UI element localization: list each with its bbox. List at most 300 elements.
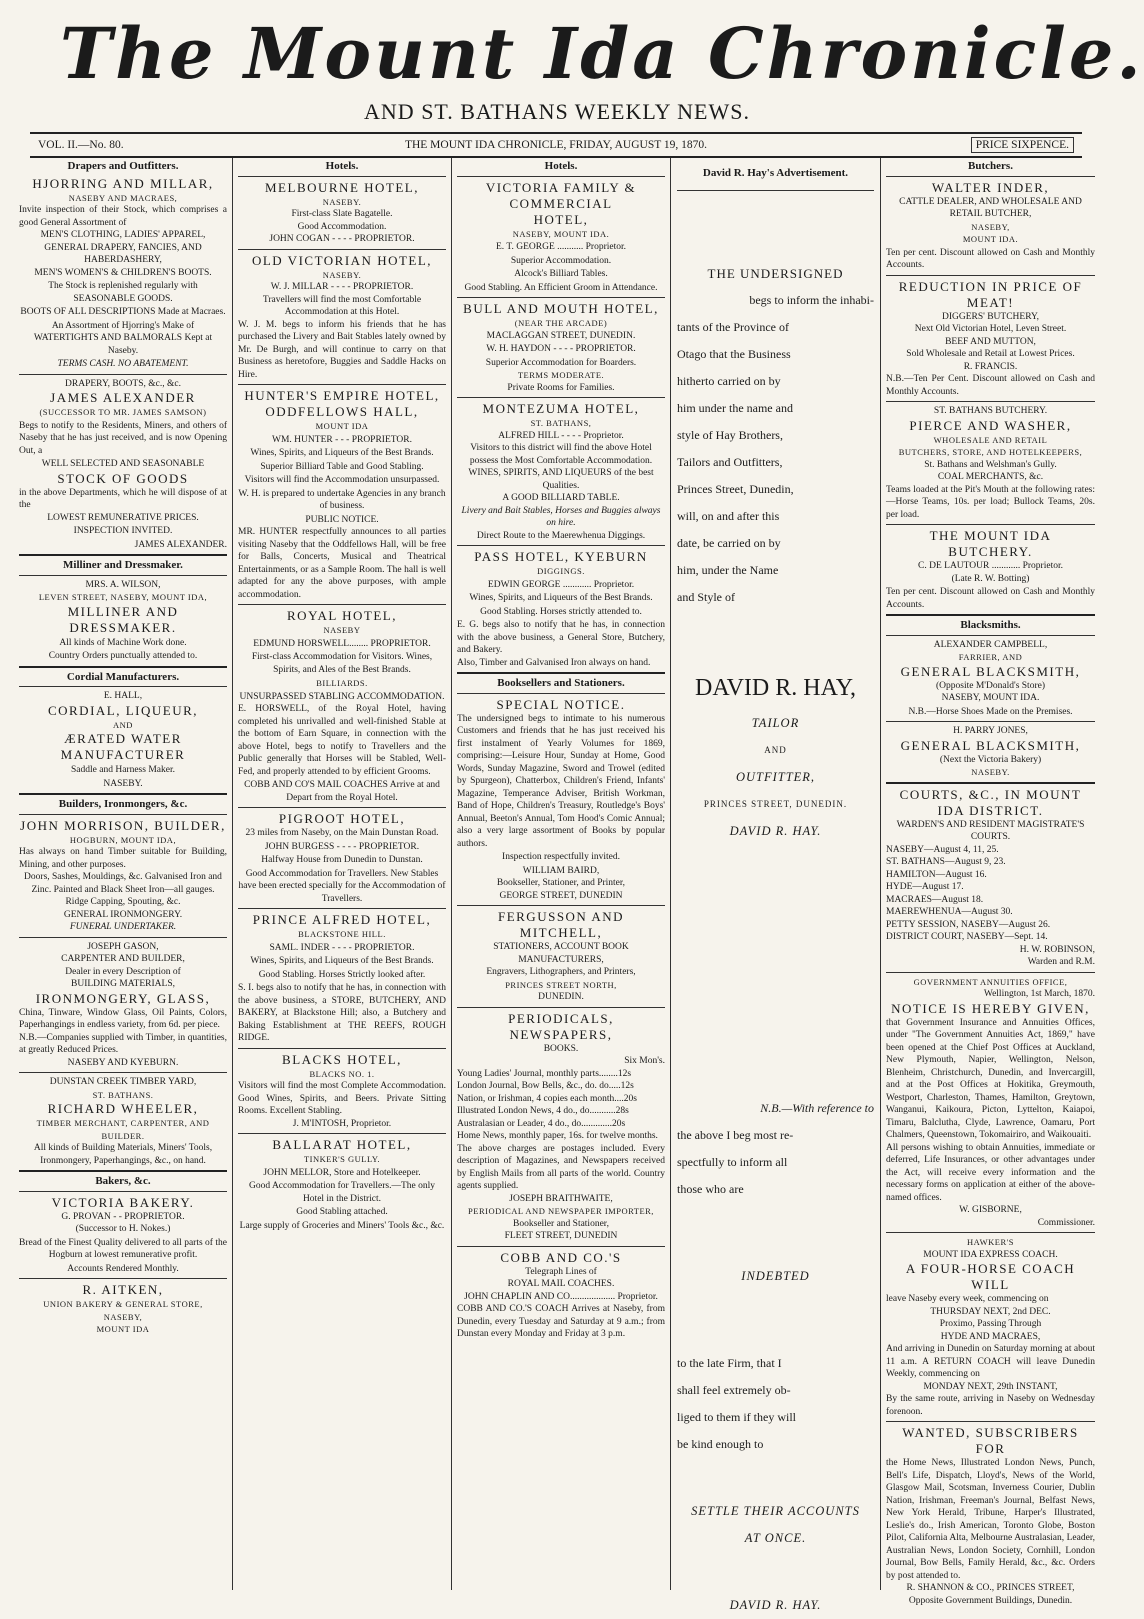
price-row: Young Ladies' Journal, monthly parts........12s: [457, 1068, 632, 1079]
advert-text: Bookseller, Stationer, and Printer,: [496, 878, 626, 888]
advert-title: ODDFELLOWS HALL,: [265, 404, 419, 419]
advert-text: E. T. GEORGE ........... Proprietor.: [496, 242, 626, 252]
section-heading: Hotels.: [544, 160, 578, 172]
advert-text: Visitors to this district will find the above Hotel possess the Most Comfortable Accommodation. WINES, SPIRITS, AND LIQUEURS of the best Qualities.: [468, 443, 654, 491]
advert-subtitle: UNION BAKERY & GENERAL STORE,: [43, 1299, 203, 1309]
advert-text: W. H. is prepared to undertake Agencies in any branch of business.: [238, 488, 446, 511]
advert-text: AND: [764, 745, 787, 755]
advert-text: Inspection respectfully invited.: [502, 852, 620, 862]
advert-bull-and-mouth-hotel: [457, 301, 665, 394]
advert-text: STATIONERS, ACCOUNT BOOK MANUFACTURERS,: [493, 942, 629, 965]
advert-text: Otago that the Business: [677, 347, 791, 361]
court-date-row: HYDE—August 17.: [886, 882, 964, 892]
advert-text: LOWEST REMUNERATIVE PRICES.: [47, 512, 199, 523]
advert-text: NASEBY,: [103, 1311, 143, 1322]
advert-title: JOHN MORRISON, BUILDER,: [20, 817, 226, 833]
advert-text: Also, Timber and Galvanised Iron always on hand.: [457, 657, 651, 668]
advert-text: Sold Wholesale and Retail at Lowest Prices.: [906, 349, 1075, 359]
advert-text: MACLAGGAN STREET, DUNEDIN.: [486, 330, 636, 341]
advert-text: PERIODICAL AND NEWSPAPER IMPORTER,: [468, 1206, 654, 1216]
advert-text: DIGGERS' BUTCHERY,: [941, 311, 1040, 322]
advert-text: hitherto carried on by: [677, 374, 781, 388]
advert-title: MILLINER AND DRESSMAKER.: [67, 603, 179, 635]
advert-text: PRINCES STREET, DUNEDIN.: [703, 799, 848, 809]
advert-title: PASS HOTEL, KYEBURN: [474, 549, 648, 564]
advert-text: N.B.—Horse Shoes Made on the Premises.: [908, 706, 1073, 717]
advert-title: A FOUR-HORSE COACH WILL: [905, 1261, 1076, 1292]
newspaper-title: The Mount Ida Chronicle.: [60, 12, 1144, 95]
advert-text: ROYAL MAIL COACHES.: [507, 1279, 615, 1289]
advert-title: COBB AND CO.'S: [500, 1249, 622, 1265]
column-2: [233, 158, 452, 1590]
advert-title: THE UNDERSIGNED: [707, 266, 844, 281]
advert-text: WARDEN'S AND RESIDENT MAGISTRATE'S COURTS.: [896, 819, 1085, 842]
advert-text: FUNERAL UNDERTAKER.: [69, 922, 177, 932]
advert-title: NOTICE IS HEREBY GIVEN,: [891, 1000, 1090, 1016]
court-date-row: NASEBY—August 4, 11, 25.: [886, 844, 999, 855]
advert-text: First-class Accommodation for Visitors. Wines, Spirits, and Ales of the Best Brands.: [251, 652, 433, 675]
advert-text: Telegraph Lines of: [525, 1266, 597, 1277]
advert-text: ALFRED HILL - - - - Proprietor.: [498, 430, 624, 441]
advert-heading: PUBLIC NOTICE.: [305, 514, 379, 525]
advert-text: First-class Slate Bagatelle.: [291, 209, 393, 219]
advert-william-baird: [457, 697, 665, 903]
advert-h-parry-jones: [886, 725, 1095, 779]
advert-victoria-family-hotel: [457, 180, 665, 295]
advert-text: Wines, Spirits, and Liqueurs of the Best Brands.: [250, 448, 434, 458]
advert-text: Ten per cent. Discount allowed on Cash and Monthly Accounts.: [886, 247, 1095, 270]
advert-text: spectfully to inform all: [677, 1155, 788, 1169]
advert-montezuma-hotel: [457, 401, 665, 542]
advert-text: leave Naseby every week, commencing on: [886, 1294, 1049, 1304]
advert-text: that Government Insurance and Annuities Offices, under "The Government Annuities Act, 1869," have been opened at the Chief Post Offices at Auckland, New Plymouth, Napier, Wellington, Nelson, Blenheim, Christchurch, Dunedin, and Invercargill, and at the Post Offices at Hokitika, Greymouth, Westport, Charleston, Thames, Hamilton, Greytown, Wanganui, Kaikoura, Picton, Lyttelton, Kaiapoi, Timaru, Balclutha, Clyde, Lawrence, Oamaru, Port Chalmers, Queenstown, Tokomairiro, and Waikouaiti.: [886, 1017, 1095, 1140]
advert-text: FLEET STREET, DUNEDIN: [504, 1231, 618, 1241]
advert-text: Proximo, Passing Through: [939, 1319, 1042, 1329]
advert-text: A GOOD BILLIARD TABLE.: [502, 493, 620, 503]
advert-text: JOHN COGAN - - - - PROPRIETOR.: [269, 234, 415, 244]
advert-text: him under the name and: [677, 401, 793, 415]
advert-subtitle: BOOKS.: [543, 1043, 579, 1054]
advert-text: (Successor to H. Nokes.): [75, 1224, 171, 1234]
advert-text: E. G. begs also to notify that he has, in connection with the above business, a General Store, Butchery, and Bakery.: [457, 620, 665, 655]
advert-text: R. SHANNON & CO., PRINCES STREET,: [906, 1583, 1075, 1593]
section-heading: Drapers and Outfitters.: [67, 160, 179, 172]
advert-subtitle: (SUCCESSOR TO MR. JAMES SAMSON): [39, 407, 207, 417]
advert-text: Teams loaded at the Pit's Mouth at the following rates:—Horse Teams, 10s. per load; Bullock Teams, 20s. per load.: [886, 484, 1095, 520]
advert-periodicals: [457, 1011, 665, 1243]
newspaper-subtitle: AND ST. BATHANS WEEKLY NEWS.: [364, 99, 750, 124]
advert-text: All kinds of Machine Work done.: [59, 637, 187, 648]
advert-text: and Style of: [677, 590, 735, 604]
advert-title: CORDIAL, LIQUEUR,: [47, 702, 199, 718]
advert-signature: WILLIAM BAIRD,: [522, 865, 600, 876]
advert-text: The undersigned begs to intimate to his numerous Customers and friends that he has just received his first instalment of Yearly Volumes for 1869, comprising:—Leisure Hour, Sunday at Home, Good Words, Sunday Magazine, Sword and Trowel (edited by Spurgeon), Chatterbox, Children's Friend, Infants' Magazine, Temperance Adviser, British Workman, Band of Hope, Children's Treasury, Routledge's Boys' Annual, Beeton's Annual, Tom Hood's Comic Annual; also a very large assortment of Books by popular authors.: [457, 713, 665, 849]
court-date-row: DISTRICT COURT, NASEBY—Sept. 14.: [886, 932, 1048, 942]
advert-text: Engravers, Lithographers, and Printers,: [486, 967, 636, 977]
advert-john-morrison: [19, 818, 227, 934]
price-row: Australasian or Leader, 4 do., do.............20s: [457, 1118, 626, 1129]
advert-text: STOCK OF GOODS: [57, 470, 189, 486]
advert-title: IRONMONGERY, GLASS,: [35, 990, 211, 1006]
advert-heading: DUNSTAN CREEK TIMBER YARD,: [49, 1077, 197, 1087]
advert-text: NASEBY.: [971, 767, 1010, 777]
advert-text: tants of the Province of: [677, 320, 789, 334]
advert-text: W. J. M. begs to inform his friends that he has purchased the Livery and Bait Stables lately owned by Mr. De Burgh, and will continue to carry on that Business as heretofore, Buggies and Saddle Hacks on Hire.: [238, 319, 446, 380]
advert-subtitle: (NEAR THE ARCADE): [514, 318, 608, 328]
advert-subtitle: TINKER'S GULLY.: [303, 1154, 381, 1164]
advert-subtitle: DIGGINGS.: [537, 566, 585, 576]
advert-hjorring-millar: [19, 176, 227, 371]
section-heading: Builders, Ironmongers, &c.: [58, 798, 188, 810]
advert-title: REDUCTION IN PRICE OF MEAT!: [898, 278, 1083, 310]
advert-subtitle: NASEBY.: [322, 269, 362, 280]
advert-text: shall feel extremely ob-: [677, 1383, 791, 1397]
advert-text: Superior Accommodation.: [510, 255, 612, 266]
advert-text: Invite inspection of their Stock, which comprises a good General Assortment of: [19, 205, 227, 228]
advert-text: Saddle and Harness Maker.: [71, 765, 175, 775]
advert-title: PIGROOT HOTEL,: [278, 811, 406, 826]
advert-text: E. HALL,: [103, 691, 143, 701]
advert-text: JOHN MELLOR, Store and Hotelkeeper.: [263, 1167, 421, 1178]
advert-title: HUNTER'S EMPIRE HOTEL,: [244, 388, 440, 403]
advert-text: will, on and after this: [677, 509, 780, 523]
advert-text: Travellers will find the most Comfortable Accommodation at this Hotel.: [262, 294, 422, 317]
advert-signature: JOSEPH BRAITHWAITE,: [509, 1193, 613, 1204]
advert-title: SPECIAL NOTICE.: [496, 696, 626, 712]
advert-text: Good Accommodation for Travellers.—The only Hotel in the District.: [248, 1181, 435, 1204]
advert-mrs-wilson: [19, 579, 227, 663]
section-heading: Booksellers and Stationers.: [497, 677, 625, 689]
advert-mount-ida-butchery: [886, 528, 1095, 611]
advert-text: Bread of the Finest Quality delivered to all parts of the Hogburn at lowest remunerative profit.: [19, 1237, 227, 1260]
advert-royal-hotel: [238, 608, 446, 804]
advert-title: PERIODICALS, NEWSPAPERS,: [508, 1010, 614, 1042]
advert-text: him, under the Name: [677, 563, 779, 577]
advert-text: (Next the Victoria Bakery): [939, 754, 1042, 765]
advert-text: Six Mon's.: [624, 1056, 665, 1066]
advert-hunters-empire-hotel: [238, 388, 446, 601]
advert-alexander-campbell: [886, 639, 1095, 719]
advert-text: BUILDING MATERIALS,: [71, 979, 175, 989]
court-date-row: HAMILTON—August 16.: [886, 869, 987, 880]
advert-signature: DAVID R. HAY.: [729, 824, 822, 838]
advert-james-alexander: [19, 378, 227, 552]
advert-text: Superior Billiard Table and Good Stabling.: [260, 461, 424, 472]
advert-title: COURTS, &C., IN MOUNT IDA DISTRICT.: [899, 786, 1082, 818]
advert-text: be kind enough to: [677, 1437, 764, 1451]
advert-text: liged to them if they will: [677, 1410, 796, 1424]
advert-text: H. PARRY JONES,: [953, 726, 1028, 736]
advert-text: NASEBY.: [103, 778, 143, 789]
advert-subtitle: ST. BATHANS,: [530, 418, 592, 428]
advert-subtitle: NASEBY.: [322, 196, 362, 207]
advert-title: BALLARAT HOTEL,: [272, 1137, 412, 1152]
column-3: [452, 158, 671, 1590]
advert-text: Direct Route to the Maerewhenua Diggings.: [476, 530, 646, 541]
advert-text: DUNEDIN.: [538, 992, 584, 1002]
advert-title: GENERAL BLACKSMITH,: [900, 663, 1081, 679]
column-4: [671, 158, 881, 1612]
advert-text: COAL MERCHANTS, &c.: [937, 472, 1044, 482]
advert-text: BEEF AND MUTTON,: [945, 336, 1036, 347]
advert-subtitle: NASEBY AND MACRAES,: [68, 192, 178, 203]
advert-title: ROYAL HOTEL,: [287, 608, 397, 623]
price-row: Home News, monthly paper, 16s. for twelve months.: [457, 1131, 658, 1141]
advert-title: OLD VICTORIAN HOTEL,: [251, 252, 433, 268]
advert-title: VICTORIA BAKERY.: [51, 1194, 195, 1210]
advert-text: MOUNT IDA EXPRESS COACH.: [923, 1249, 1058, 1260]
advert-subtitle: LEVEN STREET, NASEBY, MOUNT IDA,: [38, 592, 208, 602]
advert-title: MELBOURNE HOTEL,: [265, 179, 419, 195]
advert-text: WELL SELECTED AND SEASONABLE: [41, 459, 205, 469]
advert-title: GENERAL BLACKSMITH,: [900, 737, 1081, 753]
advert-text: INDEBTED: [741, 1269, 810, 1283]
advert-text: TERMS CASH. NO ABATEMENT.: [57, 359, 189, 369]
court-date-row: MACRAES—August 18.: [886, 894, 984, 905]
advert-text: OUTFITTER,: [735, 770, 816, 784]
court-date-row: PETTY SESSION, NASEBY—August 26.: [886, 919, 1051, 930]
advert-text: HYDE AND MACRAES,: [940, 1331, 1041, 1342]
advert-text: TERMS MODERATE.: [517, 370, 605, 380]
advert-text: Visitors will find the Accommodation unsurpassed.: [244, 475, 440, 485]
section-heading: David R. Hay's Advertisement.: [702, 167, 849, 179]
advert-text: in the above Departments, which he will dispose of at the: [19, 487, 227, 510]
advert-text: JOHN BURGESS - - - - PROPRIETOR.: [264, 841, 420, 852]
advert-text: style of Hay Brothers,: [677, 428, 783, 442]
advert-text: Country Orders punctually attended to.: [48, 651, 198, 661]
advert-title: RICHARD WHEELER,: [47, 1101, 199, 1116]
advert-subtitle: HOGBURN, MOUNT IDA,: [69, 834, 177, 845]
advert-text: CARPENTER AND BUILDER,: [61, 954, 185, 964]
advert-text: begs to inform the inhabi-: [749, 293, 874, 307]
advert-title: PRINCE ALFRED HOTEL,: [252, 912, 432, 927]
advert-title: VICTORIA FAMILY & COMMERCIAL: [485, 179, 637, 211]
advert-title: JAMES ALEXANDER: [50, 390, 196, 405]
advert-text: Halfway House from Dunedin to Dunstan.: [261, 855, 423, 865]
advert-text: date, be carried on by: [677, 536, 781, 550]
advert-wanted-subscribers: [886, 1425, 1095, 1607]
advert-cobb-and-co: [457, 1250, 665, 1341]
advert-text: COBB AND CO.'S COACH Arrives at Naseby, from Dunedin, every Tuesday and Saturday at 9 a.m.; from Dunstan every Monday and Friday at 3 p.m.: [457, 1304, 665, 1339]
advert-text: WHOLESALE AND RETAIL: [933, 434, 1048, 445]
advert-subtitle: TIMBER MERCHANT, CARPENTER, AND BUILDER.: [36, 1118, 210, 1141]
advert-text: Begs to notify to the Residents, Miners, and others of Naseby that he has just received, and is now Opening Out, a: [19, 420, 227, 456]
advert-text: Good Accommodation for Travellers. New Stables have been erected specially for the Accommodation of Travellers.: [238, 868, 446, 904]
price-row: Nation, or Irishman, 4 copies each month....20s: [457, 1093, 637, 1104]
advert-heading: DRAPERY, BOOTS, &c., &c.: [65, 378, 181, 389]
advert-text: the Home News, Illustrated London News, Punch, Bell's Life, Dispatch, Lloyd's, News of the World, Glasgow Mail, Scotsman, Inverness Courier, Dublin Nation, Irishman, Freeman's Journal, Belfast News, New York Herald, Tribune, Harper's Illustrated, Leslie's do., Irish American, Toronto Globe, Boston Pilot, California Alta, Melbourne Australasian, Leader, Australian News, London Society, Cornhill, London Journal, Bow Bells, Family Herald, &c., &c. Orders by post attended to.: [886, 1458, 1095, 1581]
advert-text: Superior Accommodation for Boarders.: [485, 357, 637, 368]
advert-text: the above I beg most re-: [677, 1128, 794, 1142]
advert-text: And arriving in Dunedin on Saturday morning at about 11 a.m. A RETURN COACH will leave Dunedin Weekly, commencing on: [886, 1344, 1095, 1379]
advert-text: The above charges are postages included. Every description of Magazines, and Newspapers received by English Mails from all parts of the world. Country agents supplied.: [457, 1143, 665, 1191]
advert-text: MEN'S CLOTHING, LADIES' APPAREL,: [40, 230, 206, 240]
advert-victoria-bakery: [19, 1195, 227, 1276]
advert-text: Large supply of Groceries and Miners' Tools &c., &c.: [239, 1220, 445, 1231]
advert-text: Princes Street, Dunedin,: [677, 482, 794, 496]
advert-e-hall: [19, 690, 227, 790]
advert-pass-hotel: [457, 549, 665, 669]
column-5: [881, 158, 1100, 1606]
advert-text: An Assortment of Hjorring's Make of WATERTIGHTS AND BALMORALS Kept at Naseby.: [33, 320, 213, 356]
masthead: [0, 0, 1144, 135]
advert-text: Next Old Victorian Hotel, Leven Street.: [914, 324, 1067, 334]
notice-courts: [886, 787, 1095, 969]
advert-text: TAILOR: [751, 716, 800, 730]
court-date-row: ST. BATHANS—August 9, 23.: [886, 857, 1006, 867]
section-heading: Butchers.: [968, 160, 1013, 172]
advert-text: Warden and R.M.: [1027, 957, 1095, 967]
advert-text: CATTLE DEALER, AND WHOLESALE AND RETAIL BUTCHER,: [899, 196, 1082, 219]
advert-title: ÆRATED WATER MANUFACTURER: [60, 731, 186, 762]
advert-subtitle: BLACKS NO. 1.: [309, 1068, 375, 1079]
advert-text: N.B.—With reference to: [760, 1101, 874, 1115]
advert-old-victorian-hotel: [238, 253, 446, 382]
advert-title: FERGUSSON AND MITCHELL,: [497, 909, 625, 940]
advert-text: G. PROVAN - - PROPRIETOR.: [61, 1211, 185, 1222]
advert-text: C. DE LAUTOUR ............ Proprietor.: [918, 561, 1063, 571]
advert-text: NASEBY AND KYEBURN.: [67, 1057, 179, 1068]
advert-pigroot-hotel: [238, 811, 446, 905]
issue-date: THE MOUNT IDA CHRONICLE, FRIDAY, AUGUST 19, 1870.: [404, 139, 708, 151]
advert-text: Visitors will find the most Complete Accommodation. Good Wines, Spirits, and Beers. Private Sitting Rooms. Excellent Stabling.: [238, 1081, 446, 1116]
advert-text: Opposite Government Buildings, Dunedin.: [908, 1595, 1073, 1606]
advert-text: (Opposite M'Donald's Store): [936, 680, 1045, 691]
advert-subtitle: ST. BATHANS.: [92, 1089, 154, 1100]
advert-text: R. FRANCIS.: [963, 361, 1018, 372]
advert-signature: DAVID R. HAY.: [729, 1598, 822, 1612]
advert-richard-wheeler: [19, 1076, 227, 1167]
advert-text: MEN'S WOMEN'S & CHILDREN'S BOOTS.: [34, 267, 212, 278]
advert-text: NASEBY,: [971, 221, 1010, 232]
advert-text: UNSURPASSED STABLING ACCOMMODATION.: [239, 691, 445, 702]
section-heading: Hotels.: [325, 160, 359, 172]
advert-text: JOHN CHAPLIN AND CO................... Proprietor.: [464, 1291, 658, 1302]
advert-joseph-gason: [19, 941, 227, 1070]
advert-title: WALTER INDER,: [931, 179, 1050, 195]
advert-heading: HAWKER'S: [967, 1237, 1014, 1247]
advert-text: MRS. A. WILSON,: [85, 579, 161, 590]
advert-title: PIERCE AND WASHER,: [909, 417, 1072, 433]
price-row: London Journal, Bow Bells, &c., do. do.....12s: [457, 1081, 634, 1091]
advert-text: Private Rooms for Families.: [507, 382, 615, 393]
advert-hawkers-coach: [886, 1236, 1095, 1418]
advert-text: Alcock's Billiard Tables.: [514, 269, 608, 279]
advert-text: All persons wishing to obtain Annuities, immediate or deferred, Life Insurances, or other advantages under the Act, will receive every information and the necessary forms on application at either of the above-named offices.: [886, 1142, 1095, 1203]
advert-text: AT ONCE.: [744, 1531, 807, 1545]
advert-r-aitken: [19, 1282, 227, 1336]
advert-blacks-hotel: [238, 1052, 446, 1131]
advert-text: Has always on hand Timber suitable for Building, Mining, and other purposes.: [19, 847, 227, 870]
section-heading: Blacksmiths.: [960, 619, 1021, 631]
advert-text: SETTLE THEIR ACCOUNTS: [691, 1504, 860, 1518]
advert-text: J. M'INTOSH, Proprietor.: [292, 1118, 392, 1129]
advert-text: GENERAL DRAPERY, FANCIES, AND HABERDASHERY,: [44, 242, 202, 265]
advert-text: GENERAL IRONMONGERY.: [63, 909, 183, 920]
advert-title: THE MOUNT IDA BUTCHERY.: [929, 528, 1052, 559]
advert-title: R. AITKEN,: [82, 1282, 164, 1297]
advert-text: All kinds of Building Materials, Miners' Tools, Ironmongery, Paperhangings, &c., on hand.: [33, 1143, 213, 1166]
advert-subtitle: NASEBY, MOUNT IDA.: [512, 228, 610, 239]
advert-text: EDWIN GEORGE ............ Proprietor.: [487, 579, 635, 590]
advert-text: Good Stabling. Horses strictly attended to.: [480, 606, 642, 617]
advert-text: St. Bathans and Welshman's Gully.: [924, 459, 1057, 470]
advert-text: Doors, Sashes, Mouldings, &c. Galvanised Iron and Zinc. Painted and Black Sheet Iron—all gauges. Ridge Capping, Spouting, &c.: [24, 872, 222, 907]
advert-text: ALEXANDER CAMPBELL,: [933, 639, 1048, 650]
advert-text: INSPECTION INVITED.: [73, 526, 173, 536]
advert-signature: JAMES ALEXANDER.: [134, 539, 227, 550]
advert-subtitle: BLACKSTONE HILL.: [298, 929, 386, 939]
advert-text: PRINCES STREET NORTH,: [505, 979, 617, 990]
advert-text: MONDAY NEXT, 29th INSTANT,: [923, 1381, 1058, 1392]
advert-text: COBB AND CO'S MAIL COACHES Arrive at and Depart from the Royal Hotel.: [244, 780, 440, 803]
advert-text: WM. HUNTER - - - PROPRIETOR.: [272, 434, 412, 445]
advert-text: Dealer in every Description of: [65, 966, 181, 977]
advert-text: Wellington, 1st March, 1870.: [983, 989, 1095, 999]
advert-subtitle: MOUNT IDA: [315, 421, 369, 431]
columns: [14, 158, 1100, 1612]
advert-walter-inder: [886, 180, 1095, 272]
section-heading: Bakers, &c.: [95, 1175, 151, 1187]
advert-title: MONTEZUMA HOTEL,: [482, 401, 640, 416]
advert-text: W. J. MILLAR - - - - PROPRIETOR.: [270, 282, 414, 292]
advert-fergusson-mitchell: [457, 909, 665, 1004]
advert-subtitle: NASEBY: [323, 625, 361, 635]
advert-text: JOSEPH GASON,: [87, 941, 159, 952]
advert-title: BLACKS HOTEL,: [282, 1051, 402, 1067]
advert-signature: W. GISBORNE,: [959, 1205, 1022, 1215]
advert-text: BUTCHERS, STORE, AND HOTELKEEPERS,: [898, 447, 1083, 457]
section-heading: Cordial Manufacturers.: [66, 670, 180, 683]
volume-number: VOL. II.—No. 80.: [38, 139, 124, 151]
court-date-row: MAEREWHENUA—August 30.: [886, 907, 1013, 917]
advert-text: BILLIARDS.: [316, 678, 368, 688]
advert-text: FARRIER, AND: [958, 652, 1023, 662]
advert-text: E. HORSWELL, of the Royal Hotel, having completed his unrivalled and well-finished Stable at the bottom of Earn Square, in connection with the above Hotel, begs to notify to Travellers and the Public generally that Horses will be Stabled, Well-Fed, and properly attended to by efficient Grooms.: [238, 704, 446, 777]
price-label: PRICE SIXPENCE.: [971, 137, 1074, 153]
advert-text: GEORGE STREET, DUNEDIN: [499, 890, 623, 901]
advert-text: N.B.—Companies supplied with Timber, in quantities, at greatly Reduced Prices.: [19, 1032, 227, 1055]
advert-text: Accounts Rendered Monthly.: [67, 1263, 179, 1274]
advert-text: Good Stabling attached.: [296, 1207, 388, 1217]
price-row: Illustrated London News, 4 do., do...........28s: [457, 1106, 629, 1116]
advert-text: Bookseller and Stationer,: [513, 1218, 609, 1229]
advert-text: Ten per cent. Discount allowed on Cash and Monthly Accounts.: [886, 587, 1095, 610]
advert-text: S. I. begs also to notify that he has, in connection with the above business, a STORE, BUTCHERY, AND BAKERY, at Blackstone Hill; also, a Butchery and Baking Establishment at THE REEFS, ROUGH RIDGE.: [238, 983, 446, 1043]
advert-text: those who are: [677, 1182, 744, 1196]
advert-text: Livery and Bait Stables, Horses and Buggies always on hire.: [461, 505, 661, 528]
advert-heading: GOVERNMENT ANNUITIES OFFICE,: [913, 976, 1068, 987]
advert-text: The Stock is replenished regularly with SEASONABLE GOODS.: [48, 281, 198, 304]
advert-title: WANTED, SUBSCRIBERS FOR: [902, 1425, 1079, 1456]
advert-text: W. H. HAYDON - - - - PROPRIETOR.: [486, 344, 636, 354]
advert-title: DAVID R. HAY,: [695, 675, 856, 701]
advert-text: Wines, Spirits, and Liqueurs of the Best Brands.: [469, 593, 653, 603]
advert-title: HOTEL,: [533, 211, 589, 227]
advert-diggers-butchery: [886, 279, 1095, 399]
advert-text: MOUNT IDA: [96, 1324, 150, 1334]
advert-text: AND: [113, 719, 133, 730]
advert-text: SAML. INDER - - - - PROPRIETOR.: [269, 942, 415, 953]
advert-text: (Late R. W. Botting): [951, 573, 1030, 584]
advert-text: Wines, Spirits, and Liqueurs of the Best Brands.: [250, 956, 434, 966]
column-1: [14, 158, 233, 1590]
advert-text: N.B.—Ten Per Cent. Discount allowed on Cash and Monthly Accounts.: [886, 374, 1095, 397]
notice-government-annuities: [886, 976, 1095, 1230]
advert-text: Tailors and Outfitters,: [677, 455, 783, 469]
advert-heading: ST. BATHANS BUTCHERY.: [933, 406, 1048, 416]
section-heading: Milliner and Dressmaker.: [63, 559, 183, 571]
